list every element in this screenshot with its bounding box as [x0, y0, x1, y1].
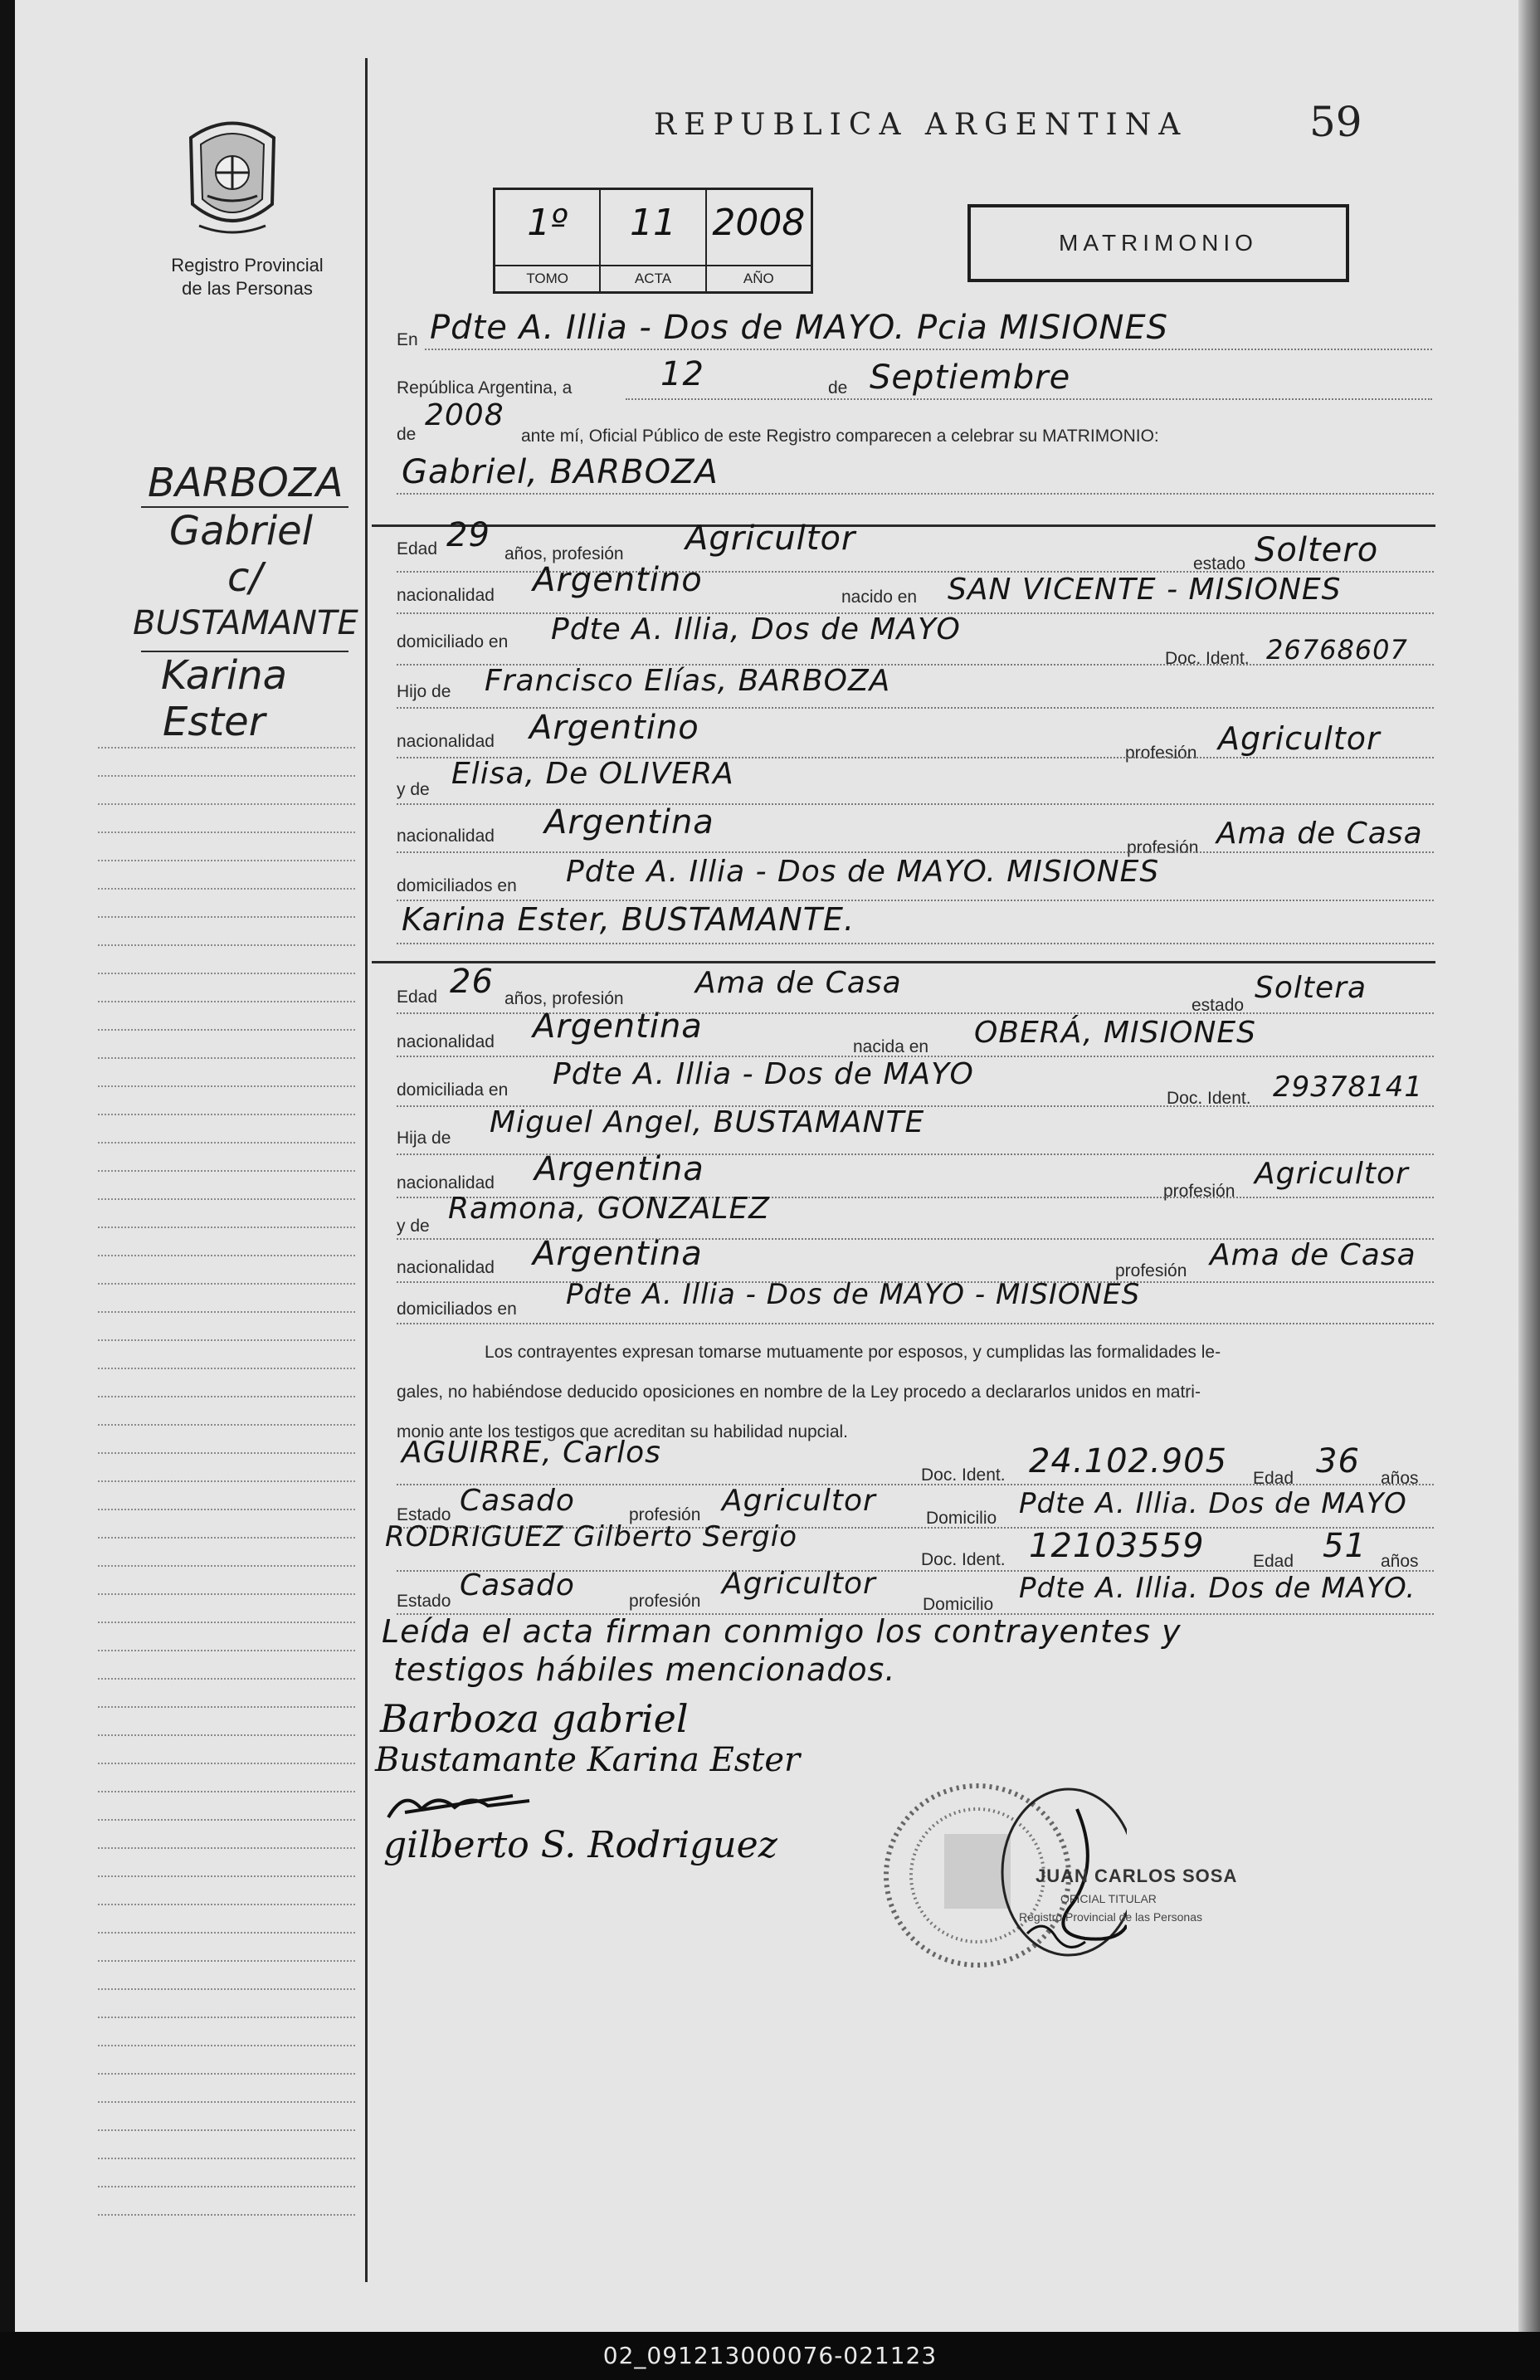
- margin-ruled-line: [98, 1283, 355, 1285]
- document-page: [15, 0, 1518, 2332]
- document-type-box: MATRIMONIO: [967, 204, 1349, 282]
- margin-ruled-line: [98, 1904, 355, 1905]
- de-label: de: [828, 378, 848, 397]
- bride-name-value: Karina Ester, BUSTAMANTE.: [402, 901, 855, 938]
- margin-ruled-line: [98, 1875, 355, 1877]
- margin-ruled-line: [98, 2129, 355, 2131]
- bride-yde-label: y de: [397, 1217, 430, 1236]
- margin-ruled-line: [98, 747, 355, 749]
- groom-dom-label: domiciliado en: [397, 632, 509, 651]
- margin-ruled-line: [98, 860, 355, 861]
- bride-father-prof-label: profesión: [1163, 1182, 1235, 1201]
- signature-witness1-icon: [380, 1784, 546, 1826]
- bride-anos-prof-label: años, profesión: [504, 989, 624, 1008]
- groom-dom-value: Pdte A. Illia, Dos de MAYO: [551, 612, 961, 646]
- bride-father-nac-value: Argentina: [534, 1150, 704, 1188]
- signature-witness2: gilberto S. Rodriguez: [383, 1824, 777, 1866]
- dotted-line: [397, 851, 1434, 853]
- bride-dom-label: domiciliada en: [397, 1080, 509, 1100]
- margin-ruled-line: [98, 888, 355, 890]
- signature-bride: Bustamante Karina Ester: [375, 1741, 801, 1779]
- tomo-cell: [495, 190, 601, 291]
- margin-ruled-line: [98, 916, 355, 918]
- groom-doc-label: Doc. Ident.: [1165, 649, 1250, 668]
- registry-label: [148, 254, 347, 300]
- groom-edad-value: 29: [446, 516, 490, 554]
- bride-nacida-label: nacida en: [853, 1037, 929, 1056]
- page-number: 59: [1309, 98, 1362, 146]
- record-number-box: [493, 188, 813, 294]
- margin-ruled-line: [98, 1057, 355, 1059]
- witness2-name-value: RODRIGUEZ Gilberto Sergio: [385, 1520, 797, 1553]
- witness2-estado-label: Estado: [397, 1592, 451, 1611]
- groom-father-prof-label: profesión: [1125, 744, 1197, 763]
- witness2-estado-value: Casado: [460, 1568, 575, 1602]
- groom-father-value: Francisco Elías, BARBOZA: [485, 664, 891, 698]
- margin-ruled-line: [98, 1227, 355, 1228]
- groom-father-nac-label: nacionalidad: [397, 732, 495, 751]
- margin-ruled-line: [98, 2101, 355, 2103]
- margin-firstname-bride: Karina: [161, 652, 288, 699]
- bride-parents-dom-value: Pdte A. Illia - Dos de MAYO - MISIONES: [566, 1278, 1141, 1311]
- margin-ruled-line: [98, 2214, 355, 2216]
- acta-value: 11: [629, 202, 676, 244]
- republica-label: República Argentina, a: [397, 378, 573, 397]
- ante-text: ante mí, Oficial Público de este Registro comparecen a celebrar su MATRIMONIO:: [521, 427, 1159, 446]
- margin-ruled-line: [98, 1847, 355, 1849]
- groom-estado-label: estado: [1193, 554, 1246, 573]
- groom-nac-value: Argentino: [533, 561, 703, 599]
- margin-surname-bride: BUSTAMANTE: [133, 604, 358, 642]
- tomo-value: 1º: [527, 202, 568, 244]
- groom-nacido-label: nacido en: [841, 588, 918, 607]
- margin-ruled-line: [98, 1198, 355, 1200]
- margin-ruled-line: [98, 1763, 355, 1764]
- month-value: Septiembre: [870, 358, 1071, 397]
- margin-middlename-bride: Ester: [163, 699, 266, 745]
- witness1-dom-value: Pdte A. Illia. Dos de MAYO: [1019, 1487, 1407, 1520]
- closing-line-1: Leída el acta firman conmigo los contrayentes y: [382, 1613, 1182, 1650]
- margin-ruled-line: [98, 973, 355, 974]
- page-edge: [1518, 0, 1540, 2332]
- margin-ruled-line: [98, 1480, 355, 1482]
- file-identifier: 02_091213000076-021123: [602, 2342, 938, 2369]
- witness2-prof-label: profesión: [629, 1592, 701, 1611]
- margin-ruled-line: [98, 1424, 355, 1426]
- groom-estado-value: Soltero: [1255, 531, 1379, 569]
- margin-ruled-line: [98, 1255, 355, 1256]
- margin-ruled-line: [98, 1170, 355, 1172]
- margin-ruled-line: [98, 1396, 355, 1397]
- witness1-prof-label: profesión: [629, 1505, 701, 1524]
- margin-ruled-line: [98, 1339, 355, 1341]
- bride-father-nac-label: nacionalidad: [397, 1173, 495, 1192]
- bride-dom-value: Pdte A. Illia - Dos de MAYO: [553, 1057, 974, 1091]
- provincial-crest-icon: [174, 113, 290, 237]
- seal-role: OFICIAL TITULAR: [1060, 1892, 1157, 1905]
- margin-ruled-line: [98, 1932, 355, 1934]
- witness2-dom-label: Domicilio: [923, 1595, 994, 1614]
- margin-ruled-line: [98, 803, 355, 805]
- margin-surname-groom: BARBOZA: [148, 460, 344, 506]
- witness2-anos-label: años: [1381, 1552, 1419, 1571]
- witness1-estado-label: Estado: [397, 1505, 451, 1524]
- margin-ruled-line: [98, 1988, 355, 1990]
- margin-ruled-line: [98, 1142, 355, 1144]
- declaration-line-3: monio ante los testigos que acreditan su habilidad nupcial.: [397, 1422, 849, 1441]
- margin-ruled-line: [98, 1311, 355, 1313]
- margin-underline: [141, 506, 348, 508]
- witness2-dom-value: Pdte A. Illia. Dos de MAYO.: [1019, 1572, 1416, 1605]
- bride-hija-label: Hija de: [397, 1129, 451, 1148]
- day-value: 12: [660, 355, 704, 393]
- bride-estado-label: estado: [1192, 996, 1245, 1015]
- bride-mother-prof-label: profesión: [1115, 1261, 1187, 1280]
- margin-conjunction: c/: [227, 554, 263, 601]
- bride-nacida-value: OBERÁ, MISIONES: [974, 1016, 1256, 1050]
- document-title: REPUBLICA ARGENTINA: [654, 108, 1188, 142]
- groom-mother-value: Elisa, De OLIVERA: [451, 757, 734, 791]
- seal-official-name: JUAN CARLOS SOSA: [1036, 1865, 1238, 1886]
- margin-ruled-line: [98, 1001, 355, 1002]
- groom-mother-prof-value: Ama de Casa: [1216, 817, 1423, 851]
- dotted-line: [397, 493, 1434, 495]
- declaration-line-1: Los contrayentes expresan tomarse mutuamente por esposos, y cumplidas las formalidades le-: [485, 1343, 1221, 1362]
- section-rule: [372, 961, 1435, 963]
- de2-label: de: [397, 425, 417, 444]
- groom-mother-prof-label: profesión: [1127, 838, 1199, 857]
- margin-ruled-line: [98, 1819, 355, 1821]
- declaration-line-2: gales, no habiéndose deducido oposiciones en nombre de la Ley procedo a declararlos unidos en matri-: [397, 1383, 1201, 1402]
- margin-column: [15, 0, 363, 2332]
- margin-ruled-line: [98, 1368, 355, 1369]
- groom-edad-label: Edad: [397, 539, 438, 558]
- groom-hijo-label: Hijo de: [397, 682, 451, 701]
- margin-ruled-line: [98, 1593, 355, 1595]
- bride-edad-value: 26: [450, 963, 494, 1001]
- bride-edad-label: Edad: [397, 988, 438, 1007]
- bride-profesion-value: Ama de Casa: [695, 966, 902, 1000]
- bride-mother-prof-value: Ama de Casa: [1210, 1238, 1416, 1272]
- margin-ruled-line: [98, 1622, 355, 1623]
- margin-ruled-line: [98, 1565, 355, 1567]
- margin-ruled-line: [98, 2017, 355, 2018]
- bride-mother-nac-label: nacionalidad: [397, 1258, 495, 1277]
- closing-line-2: testigos hábiles mencionados.: [393, 1651, 896, 1688]
- bride-nac-label: nacionalidad: [397, 1032, 495, 1051]
- groom-doc-value: 26768607: [1266, 634, 1408, 666]
- section-rule: [372, 524, 1435, 527]
- margin-ruled-line: [98, 2045, 355, 2046]
- margin-divider: [365, 58, 368, 2282]
- witness1-dom-label: Domicilio: [926, 1509, 997, 1528]
- margin-firstname-groom: Gabriel: [169, 508, 314, 554]
- year-value: 2008: [425, 398, 504, 432]
- witness1-anos-label: años: [1381, 1469, 1419, 1488]
- margin-ruled-line: [98, 1452, 355, 1454]
- margin-underline: [141, 651, 348, 652]
- margin-ruled-line: [98, 1706, 355, 1708]
- anio-cell: [707, 190, 811, 291]
- signature-groom: Barboza gabriel: [380, 1696, 689, 1741]
- groom-father-nac-value: Argentino: [529, 709, 699, 747]
- witness1-edad-label: Edad: [1253, 1469, 1294, 1488]
- groom-parents-dom-value: Pdte A. Illia - Dos de MAYO. MISIONES: [566, 855, 1160, 889]
- bride-parents-dom-label: domiciliados en: [397, 1300, 517, 1319]
- bride-father-prof-value: Agricultor: [1255, 1157, 1409, 1191]
- groom-father-prof-value: Agricultor: [1218, 720, 1381, 757]
- witness1-doc-value: 24.102.905: [1029, 1442, 1228, 1480]
- witness1-estado-value: Casado: [460, 1484, 575, 1518]
- groom-anos-prof-label: años, profesión: [504, 544, 624, 563]
- groom-mother-nac-value: Argentina: [544, 803, 714, 841]
- margin-ruled-line: [98, 775, 355, 777]
- groom-mother-nac-label: nacionalidad: [397, 827, 495, 846]
- bride-father-value: Miguel Angel, BUSTAMANTE: [490, 1105, 925, 1139]
- registry-line-2: de las Personas: [182, 278, 313, 299]
- tomo-label: TOMO: [495, 265, 599, 291]
- seal-office: Registro Provincial de las Personas: [1019, 1910, 1202, 1924]
- margin-ruled-line: [98, 2158, 355, 2159]
- margin-ruled-line: [98, 1085, 355, 1087]
- groom-nacido-value: SAN VICENTE - MISIONES: [948, 573, 1342, 607]
- anio-label: AÑO: [707, 265, 811, 291]
- bride-mother-value: Ramona, GONZALEZ: [448, 1192, 770, 1226]
- groom-name-value: Gabriel, BARBOZA: [402, 453, 719, 491]
- margin-ruled-line: [98, 1650, 355, 1651]
- en-label: En: [397, 330, 418, 349]
- margin-ruled-line: [98, 1029, 355, 1031]
- registry-line-1: Registro Provincial: [171, 255, 324, 276]
- bride-estado-value: Soltera: [1255, 971, 1367, 1005]
- margin-ruled-line: [98, 1537, 355, 1539]
- groom-yde-label: y de: [397, 780, 430, 799]
- witness2-doc-label: Doc. Ident.: [921, 1550, 1006, 1569]
- anio-value: 2008: [712, 202, 806, 244]
- margin-ruled-line: [98, 1734, 355, 1736]
- margin-ruled-line: [98, 1960, 355, 1962]
- bride-mother-nac-value: Argentina: [533, 1235, 703, 1273]
- dotted-line: [425, 349, 1432, 350]
- witness1-doc-label: Doc. Ident.: [921, 1466, 1006, 1485]
- bride-nac-value: Argentina: [533, 1007, 703, 1046]
- groom-profesion-value: Agricultor: [685, 519, 856, 558]
- groom-parents-dom-label: domiciliados en: [397, 876, 517, 895]
- groom-nac-label: nacionalidad: [397, 586, 495, 605]
- margin-ruled-line: [98, 944, 355, 946]
- margin-ruled-line: [98, 832, 355, 833]
- witness2-edad-label: Edad: [1253, 1552, 1294, 1571]
- dotted-line: [397, 943, 1434, 944]
- place-value: Pdte A. Illia - Dos de MAYO. Pcia MISIONES: [430, 309, 1169, 347]
- margin-ruled-line: [98, 1678, 355, 1680]
- margin-ruled-line: [98, 2186, 355, 2187]
- witness1-prof-value: Agricultor: [722, 1484, 876, 1518]
- acta-cell: [601, 190, 706, 291]
- witness2-doc-value: 12103559: [1029, 1527, 1205, 1565]
- witness2-prof-value: Agricultor: [722, 1567, 876, 1601]
- acta-label: ACTA: [601, 265, 704, 291]
- bride-doc-label: Doc. Ident.: [1167, 1089, 1251, 1108]
- dotted-line: [397, 1323, 1434, 1324]
- dotted-line: [626, 398, 1432, 400]
- witness1-edad-value: 36: [1316, 1442, 1360, 1480]
- witness2-edad-value: 51: [1323, 1527, 1367, 1565]
- margin-ruled-line: [98, 1114, 355, 1115]
- margin-ruled-line: [98, 1791, 355, 1792]
- bride-doc-value: 29378141: [1273, 1071, 1424, 1104]
- witness1-name-value: AGUIRRE, Carlos: [402, 1436, 661, 1470]
- margin-ruled-line: [98, 2073, 355, 2075]
- margin-ruled-line: [98, 1509, 355, 1510]
